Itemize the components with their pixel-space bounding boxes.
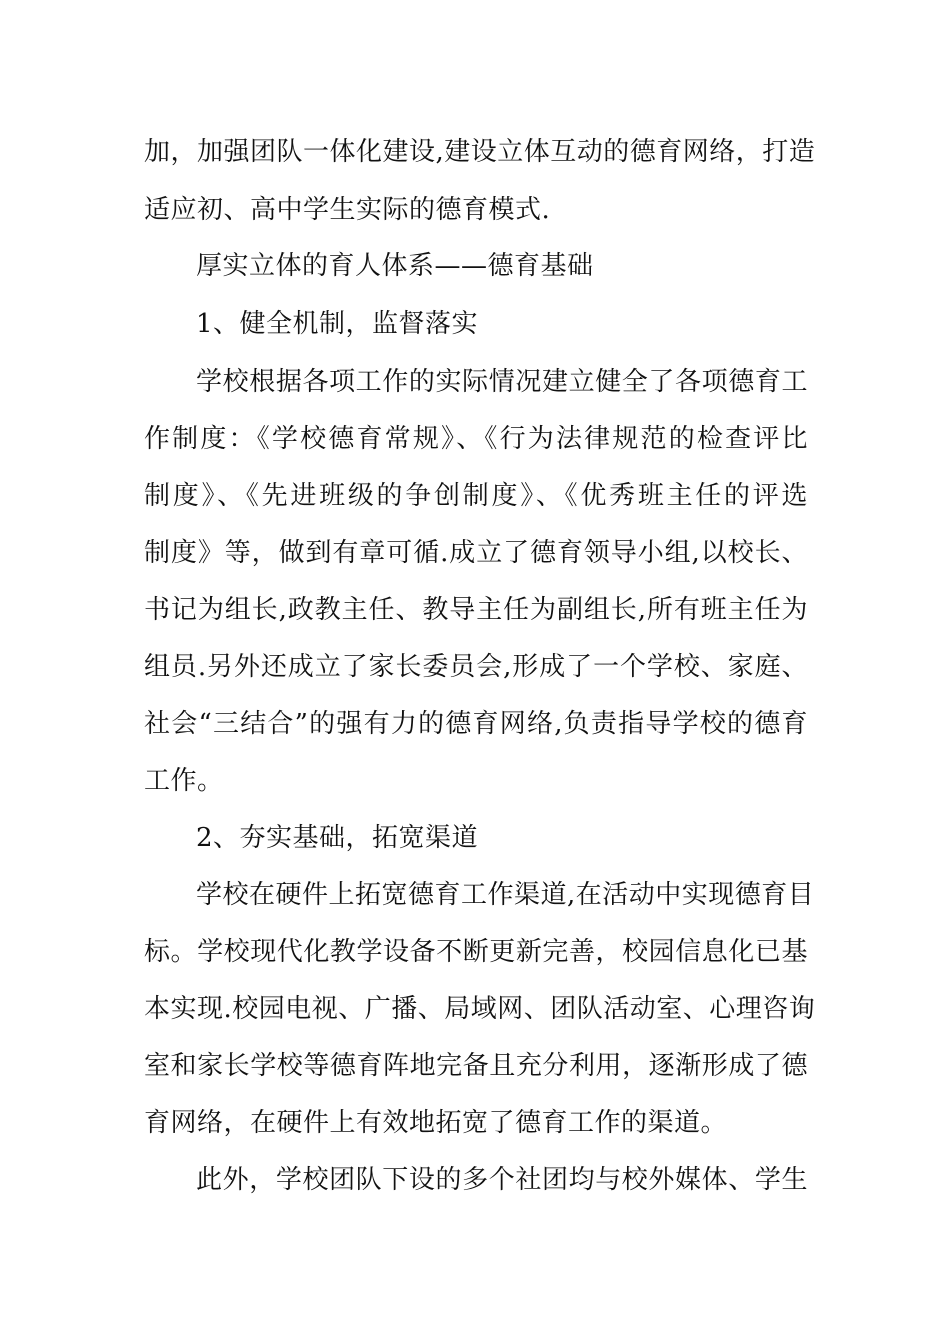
paragraph-line: 社会“三结合”的强有力的德育网络,负责指导学校的德育 bbox=[144, 709, 808, 739]
paragraph-line: 此外，学校团队下设的多个社团均与校外媒体、学生 bbox=[196, 1165, 808, 1195]
paragraph-line: 制度》、《先进班级的争创制度》、《优秀班主任的评选 bbox=[144, 481, 808, 511]
paragraph-line: 学校根据各项工作的实际情况建立健全了各项德育工 bbox=[196, 367, 808, 397]
section-heading: 厚实立体的育人体系——德育基础 bbox=[196, 251, 594, 281]
paragraph-line: 室和家长学校等德育阵地完备且充分利用，逐渐形成了德 bbox=[144, 1051, 808, 1081]
paragraph-line: 适应初、高中学生实际的德育模式. bbox=[144, 195, 551, 225]
paragraph-line: 本实现.校园电视、广播、局域网、团队活动室、心理咨询 bbox=[144, 994, 816, 1024]
subsection-heading: 2、夯实基础，拓宽渠道 bbox=[196, 823, 479, 853]
paragraph-line: 工作。 bbox=[144, 766, 224, 796]
paragraph-line: 学校在硬件上拓宽德育工作渠道,在活动中实现德育目 bbox=[196, 880, 815, 910]
paragraph-line: 育网络，在硬件上有效地拓宽了德育工作的渠道。 bbox=[144, 1108, 728, 1138]
paragraph-line: 加，加强团队一体化建设,建设立体互动的德育网络，打造 bbox=[144, 137, 816, 167]
paragraph-line: 制度》等，做到有章可循.成立了德育领导小组,以校长、 bbox=[144, 538, 808, 568]
paragraph-line: 书记为组长,政教主任、教导主任为副组长,所有班主任为 bbox=[144, 595, 808, 625]
paragraph-line: 组员.另外还成立了家长委员会,形成了一个学校、家庭、 bbox=[144, 652, 808, 682]
subsection-heading: 1、健全机制，监督落实 bbox=[196, 309, 479, 339]
paragraph-line: 标。学校现代化教学设备不断更新完善，校园信息化已基 bbox=[144, 937, 808, 967]
paragraph-line: 作制度：《学校德育常规》、《行为法律规范的检查评比 bbox=[144, 424, 808, 454]
